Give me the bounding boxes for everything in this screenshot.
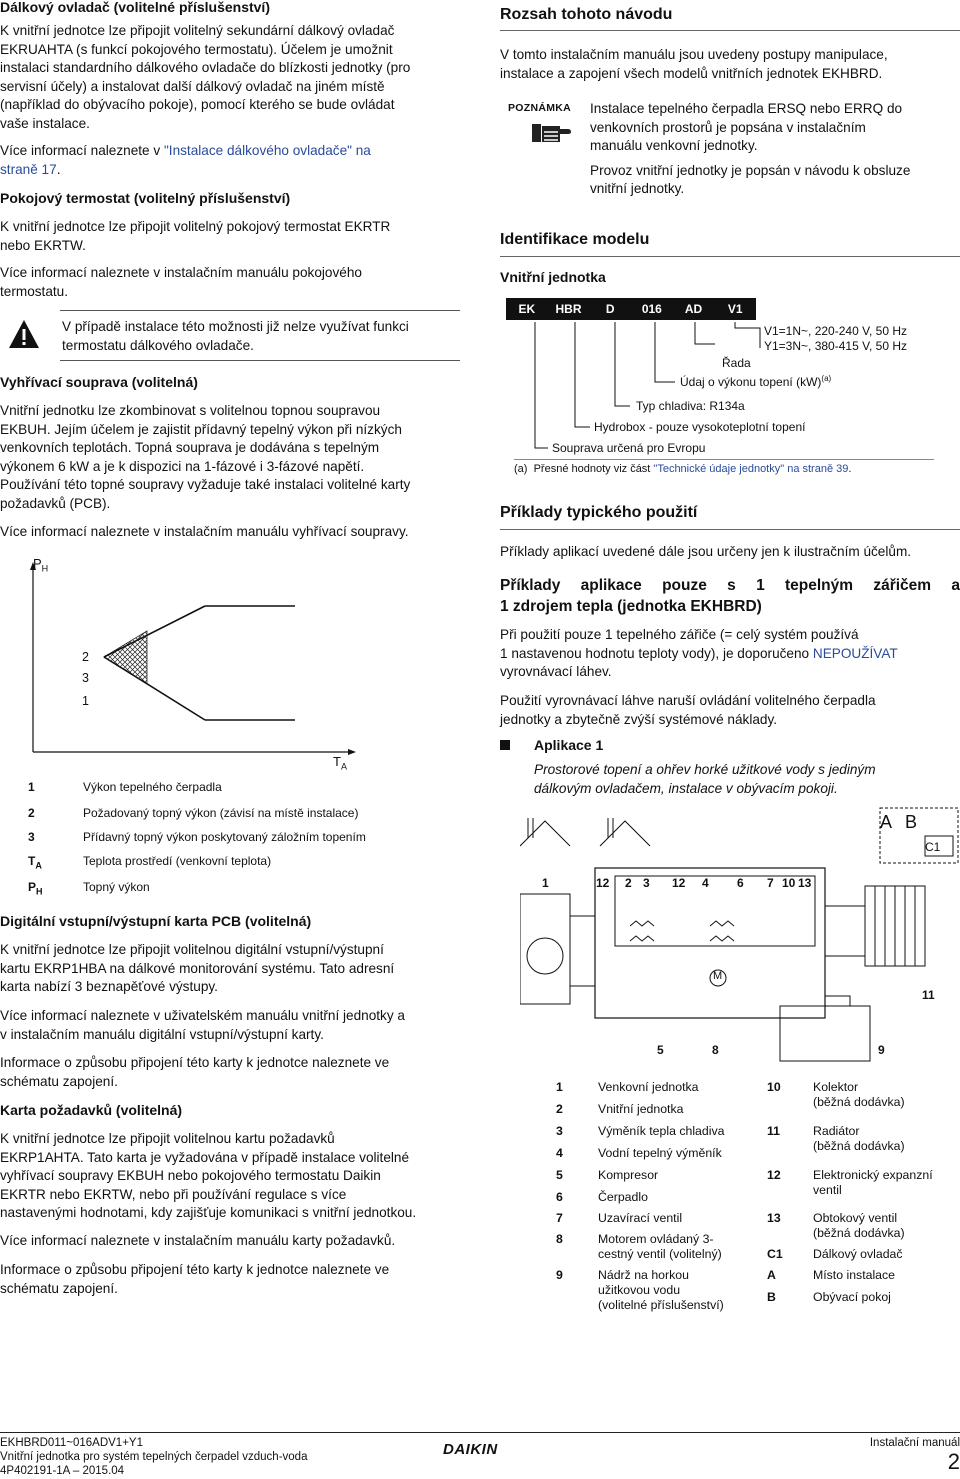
- section-title-heater-kit: Vyhřívací souprava (volitelná): [0, 374, 198, 390]
- diagram-number: 13: [798, 876, 812, 890]
- diagram-number: 2: [625, 876, 632, 890]
- footer-left: EKHBRD011~016ADV1+Y1 Vnitřní jednotka pro systém tepelných čerpadel vzduch-voda 4P402191-1A – 2015.04: [0, 1437, 308, 1477]
- diagram-number: 10: [782, 876, 796, 890]
- voltage-info: V1=1N~, 220-240 V, 50 Hz Y1=3N~, 380-415 V, 50 Hz: [764, 324, 907, 353]
- warning-triangle-icon: [8, 318, 40, 350]
- graph-x-label: $T_A$: [333, 754, 347, 772]
- heating-capacity-graph: [0, 552, 380, 774]
- legend-key: $P_H$: [28, 880, 43, 897]
- graph-label-3: 3: [82, 671, 89, 685]
- link-not-use[interactable]: NEPOUŽÍVAT: [812, 645, 898, 661]
- pointing-hand-icon: [530, 120, 572, 146]
- part-number: 6: [556, 1190, 563, 1204]
- model-code-cell: HBR: [555, 302, 582, 316]
- part-number: 2: [556, 1102, 563, 1116]
- label-refrigerant: Typ chladiva: R134a: [636, 399, 745, 413]
- part-number: 8: [556, 1232, 563, 1246]
- model-code-cell: EK: [518, 302, 536, 316]
- diagram-number: 12: [672, 876, 686, 890]
- part-number: 13: [767, 1211, 781, 1225]
- label-hydrobox: Hydrobox - pouze vysokoteplotní topení: [594, 420, 806, 434]
- warning-divider-top: [60, 310, 460, 311]
- graph-y-label: $P_H$: [33, 556, 49, 574]
- part-description: Elektronický expanzní ventil: [813, 1168, 933, 1197]
- section-title-demand-pcb: Karta požadavků (volitelná): [0, 1102, 183, 1118]
- part-description: Obývací pokoj: [813, 1290, 891, 1304]
- part-description: Venkovní jednotka: [598, 1080, 699, 1094]
- bullet-square-icon: [500, 740, 510, 750]
- part-number: 4: [556, 1146, 563, 1160]
- footer-right: Instalační manuál: [869, 1437, 960, 1449]
- paragraph-remote-ref: Více informací naleznete v "Instalace dálkového ovladače" na straně 17.: [0, 143, 371, 177]
- part-description: Uzavírací ventil: [598, 1211, 683, 1225]
- diagram-label-B: B: [905, 812, 918, 832]
- heat-pump-capacity-line: [104, 657, 205, 720]
- daikin-logo: DAIKIN: [443, 1441, 498, 1458]
- warning-text: V případě instalace této možnosti již nelze využívat funkci termostatu dálkového ovladače.: [62, 319, 409, 353]
- diagram-label-5: 5: [657, 1043, 664, 1057]
- diagram-label-8: 8: [712, 1043, 719, 1057]
- diagram-label-9: 9: [878, 1043, 885, 1057]
- part-description: Čerpadlo: [598, 1190, 648, 1204]
- part-description: Radiátor (běžná dodávka): [813, 1124, 905, 1153]
- diagram-number: 1: [542, 876, 549, 890]
- legend-text: Teplota prostředí (venkovní teplota): [83, 854, 272, 868]
- note-label: POZNÁMKA: [508, 102, 572, 114]
- section-title-application: Příklady aplikace pouze s 1 tepelným zářičem a 1 zdrojem tepla (jednotka EKHBRD): [500, 577, 960, 615]
- required-capacity-line: [104, 606, 205, 657]
- graph-label-1: 1: [82, 694, 89, 708]
- footer-divider: [0, 1432, 960, 1433]
- legend-key: 3: [28, 830, 35, 844]
- legend-key: 2: [28, 806, 35, 820]
- model-code-bar: [506, 298, 756, 320]
- part-description: Vnitřní jednotka: [598, 1102, 684, 1116]
- label-europe: Souprava určená pro Evropu: [552, 441, 706, 455]
- diagram-label-11: 11: [922, 988, 935, 1002]
- part-description: Kompresor: [598, 1168, 659, 1182]
- part-description: Výměník tepla chladiva: [598, 1124, 725, 1138]
- diagram-motor-label: M: [713, 970, 723, 982]
- diagram-number: 7: [767, 876, 774, 890]
- link-remote-install[interactable]: "Instalace dálkového ovladače" na: [163, 143, 371, 158]
- legend-key: 1: [28, 780, 35, 794]
- section-title-examples: Příklady typického použití: [500, 504, 698, 521]
- diagram-number: 12: [596, 876, 610, 890]
- label-capacity: Údaj o výkonu topení (kW)$^{(a)}$: [680, 374, 832, 389]
- part-number: 9: [556, 1268, 563, 1282]
- part-number: 10: [767, 1080, 781, 1094]
- part-description: Obtokový ventil (běžná dodávka): [813, 1211, 905, 1240]
- part-description: Vodní tepelný výměník: [598, 1146, 722, 1160]
- section-title-model-id: Identifikace modelu: [500, 231, 650, 248]
- graph-label-2: 2: [82, 650, 89, 664]
- warning-divider-bottom: [60, 360, 460, 361]
- link-technical-data[interactable]: "Technické údaje jednotky" na straně 39: [653, 463, 849, 475]
- model-code-cell: 016: [641, 302, 662, 316]
- part-number: A: [767, 1268, 776, 1282]
- footnote-a: (a) Přesné hodnoty viz část "Technické údaje jednotky" na straně 39.: [514, 463, 852, 475]
- legend-text: Topný výkon: [83, 880, 150, 894]
- part-number: 11: [767, 1124, 780, 1138]
- legend-text: Přídavný topný výkon poskytovaný záložním topením: [83, 830, 366, 844]
- paragraph-remote-controller: K vnitřní jednotce lze připojit volitelný sekundární dálkový ovladač EKRUAHTA (s funkcí pokojového termostatu). Účelem je umožnit instalaci standardního dálkového ovladače do blízkosti jednotky (pro servisní účely) a instalovat další dálkový ovladač na jiném místě (například do obývacího pokoje), pomocí kterého se bude ovládat vaše instalace.: [0, 23, 411, 131]
- model-code-cell: V1: [727, 302, 743, 316]
- section-title-scope: Rozsah tohoto návodu: [500, 6, 673, 23]
- part-number: 12: [767, 1168, 781, 1182]
- part-description: Nádrž na horkou užitkovou vodu (volitelné příslušenství): [598, 1268, 724, 1312]
- label-series: Řada: [722, 356, 751, 370]
- legend-text: Výkon tepelného čerpadla: [83, 780, 222, 794]
- section-title-room-thermostat: Pokojový termostat (volitelný příslušenství): [0, 190, 291, 206]
- part-description: Kolektor (běžná dodávka): [813, 1080, 905, 1109]
- part-description: Místo instalace: [813, 1268, 896, 1282]
- indoor-unit-heading: Vnitřní jednotka: [500, 269, 606, 285]
- part-number: C1: [767, 1247, 783, 1261]
- part-description: Motorem ovládaný 3- cestný ventil (volitelný): [598, 1232, 722, 1261]
- diagram-number: 4: [702, 876, 709, 890]
- diagram-number: 6: [737, 876, 744, 890]
- page-number: 2: [947, 1449, 960, 1474]
- part-number: 1: [556, 1080, 563, 1094]
- link-page-17[interactable]: straně 17: [0, 161, 57, 177]
- section-title-remote-controller: Dálkový ovladač (volitelné příslušenství): [0, 0, 270, 15]
- part-number: B: [767, 1290, 776, 1304]
- diagram-label-C1: C1: [925, 840, 941, 854]
- part-number: 5: [556, 1168, 563, 1182]
- part-number: 7: [556, 1211, 563, 1225]
- diagram-number: 3: [643, 876, 650, 890]
- note-text: Instalace tepelného čerpadla ERSQ nebo ERRQ do venkovních prostorů je popsána v instalačním manuálu venkovní jednotky. Provoz vnitřní jednotky je popsán v návodu k obsluze vnitřní jednotky.: [590, 101, 911, 197]
- part-description: Dálkový ovladač: [813, 1247, 903, 1261]
- application-1-desc: Prostorové topení a ohřev horké užitkové vody s jediným dálkovým ovladačem, instalace v obývacím pokoji.: [534, 762, 876, 796]
- application-1-title: Aplikace 1: [534, 737, 604, 753]
- legend-text: Požadovaný topný výkon (závisí na místě instalace): [83, 806, 359, 820]
- part-number: 3: [556, 1124, 563, 1138]
- application-1-diagram: [520, 806, 960, 1068]
- legend-key: $T_A$: [28, 854, 42, 871]
- diagram-label-A: A: [880, 812, 893, 832]
- model-code-cell: D: [605, 302, 615, 316]
- model-code-cell: AD: [684, 302, 703, 316]
- section-title-digital-io: Digitální vstupní/výstupní karta PCB (volitelná): [0, 913, 312, 929]
